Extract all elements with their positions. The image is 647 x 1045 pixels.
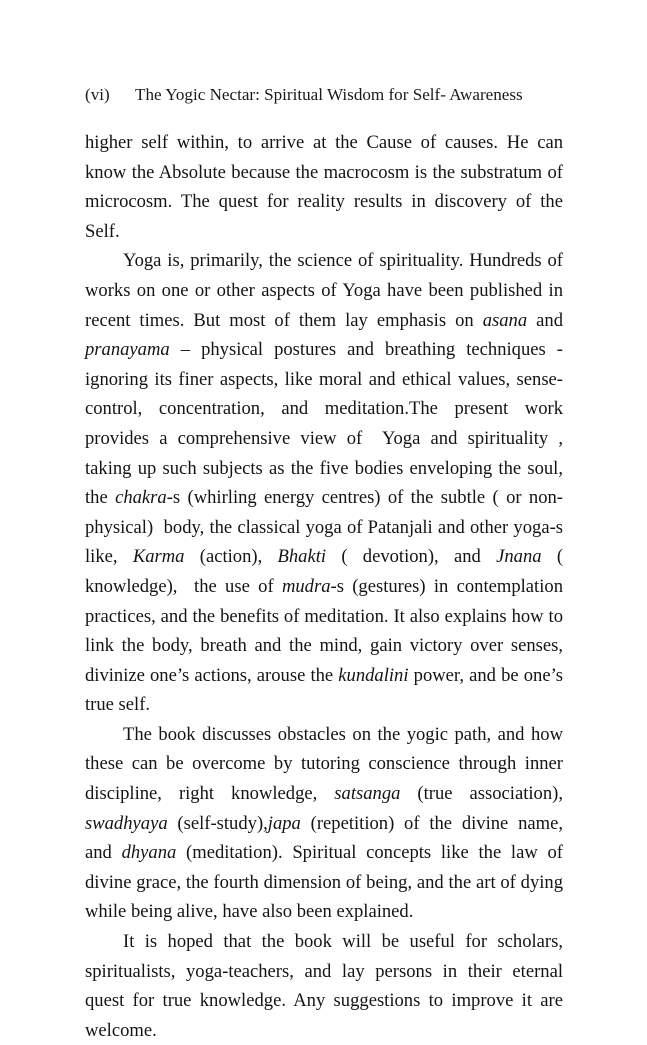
- italic-term: chakra: [115, 487, 167, 509]
- italic-term: Bhakti: [277, 546, 327, 568]
- italic-term: kundalini: [338, 664, 409, 686]
- text-run: and: [527, 309, 568, 331]
- paragraph: [85, 128, 573, 246]
- body-paragraphs: [85, 128, 573, 1045]
- text-run: -s (whirling energy centres) of the subtle ( or non-physical) body, the classical yoga of Patanjali and other yoga-s like,: [85, 487, 568, 568]
- italic-term: asana: [482, 309, 528, 331]
- paragraph: [85, 246, 568, 720]
- text-run: power, and be one’s true self.: [85, 664, 568, 716]
- italic-term: pranayama: [85, 339, 170, 361]
- text-run: (action),: [184, 546, 278, 568]
- text-run: higher self within, to arrive at the Cause of causes. He can know the Absolute because the macrocosm is the substratum of microcosm. The quest for reality results in discovery of the Self.: [85, 132, 573, 242]
- italic-term: mudra: [281, 575, 331, 597]
- text-run: ( devotion), and: [326, 546, 497, 568]
- paragraph: [85, 927, 568, 1045]
- text-run: (meditation). Spiritual concepts like the law of divine grace, the fourth dimension of being, and the art of dying while being alive, have also been explained.: [85, 842, 568, 923]
- text-run: -s (gestures) in contemplation practices, and the benefits of meditation. It also explains how to link the body, breath and the mind, gain victory over senses, divinize one’s actions, arouse the: [85, 575, 568, 686]
- italic-term: dhyana: [121, 842, 177, 864]
- text-run: (self-study),: [167, 812, 268, 834]
- running-header: (vi) The Yogic Nectar: Spiritual Wisdom for Self- Awareness: [85, 85, 523, 104]
- text-run: ( knowledge), the use of: [85, 546, 568, 597]
- italic-term: satsanga: [334, 783, 401, 805]
- italic-term: Karma: [132, 546, 185, 568]
- italic-term: japa: [267, 812, 301, 834]
- text-run: – physical postures and breathing techniques - ignoring its finer aspects, like moral and ethical values, sense-control, concentration, and meditation.The present work provides a comprehensive view of Yoga and spirituality , taking up such subjects as the five bodies enveloping the soul, the: [85, 339, 568, 509]
- text-run: (repetition) of the divine name, and: [85, 812, 568, 864]
- page-content: [85, 82, 573, 1045]
- italic-term: swadhyaya: [85, 812, 168, 834]
- text-run: The book discusses obstacles on the yogic path, and how these can be overcome by tutoring conscience through inner discipline, right knowledge,: [85, 723, 568, 805]
- text-run: Yoga is, primarily, the science of spirituality. Hundreds of works on one or other aspects of Yoga have been published in recent times. But most of them lay emphasis on: [85, 250, 568, 331]
- paragraph: [85, 720, 568, 927]
- italic-term: Jnana: [496, 546, 542, 568]
- text-run: It is hoped that the book will be useful for scholars, spiritualists, yoga-teachers, and lay persons in their eternal quest for true knowledge. Any suggestions to improve it are welcome.: [85, 931, 568, 1041]
- text-run: (true association),: [400, 783, 568, 805]
